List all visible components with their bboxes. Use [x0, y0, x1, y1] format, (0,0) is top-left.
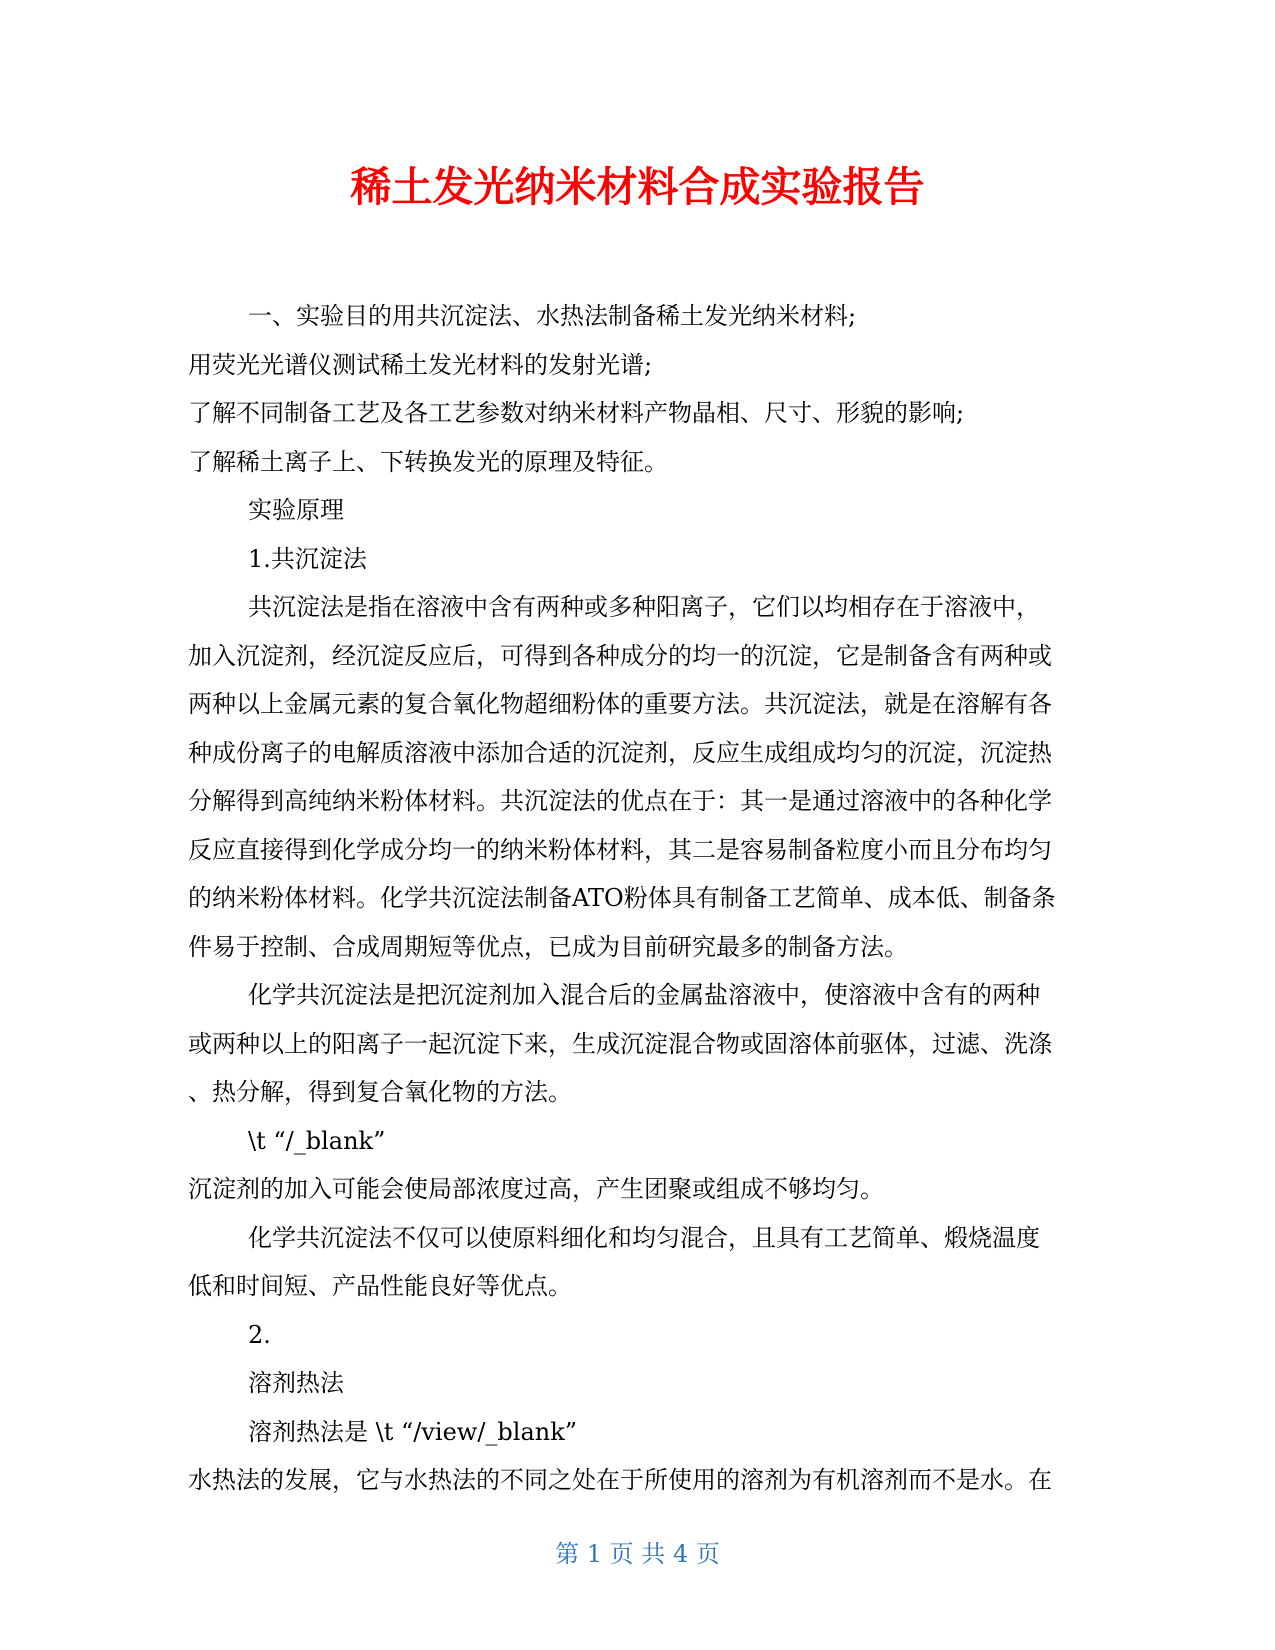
text-line: 实验原理 — [248, 496, 344, 524]
text-line: 沉淀剂的加入可能会使局部浓度过高，产生团聚或组成不够均匀。 — [188, 1175, 884, 1203]
text-line: 的纳米粉体材料。化学共沉淀法制备ATO粉体具有制备工艺简单、成本低、制备条 — [188, 884, 1056, 912]
text-line: 分解得到高纯纳米粉体材料。共沉淀法的优点在于：其一是通过溶液中的各种化学 — [188, 787, 1052, 815]
text-line: 用荧光光谱仪测试稀土发光材料的发射光谱; — [188, 350, 653, 379]
text-line: \t “/_blank” — [248, 1126, 386, 1155]
text-line: 一、实验目的用共沉淀法、水热法制备稀土发光纳米材料; — [248, 302, 857, 330]
text-line: 种成份离子的电解质溶液中添加合适的沉淀剂，反应生成组成均匀的沉淀，沉淀热 — [188, 738, 1052, 767]
text-line: 件易于控制、合成周期短等优点，已成为目前研究最多的制备方法。 — [188, 932, 908, 961]
text-line: 加入沉淀剂，经沉淀反应后，可得到各种成分的均一的沉淀，它是制备含有两种或 — [188, 641, 1052, 670]
text-line: 溶剂热法 — [248, 1369, 344, 1397]
document-body — [188, 292, 1098, 1505]
text-line: 或两种以上的阳离子一起沉淀下来，生成沉淀混合物或固溶体前驱体，过滤、洗涤 — [188, 1029, 1052, 1058]
text-line: 了解不同制备工艺及各工艺参数对纳米材料产物晶相、尺寸、形貌的影响; — [188, 399, 965, 427]
text-line: 两种以上金属元素的复合氧化物超细粉体的重要方法。共沉淀法，就是在溶解有各 — [188, 690, 1052, 718]
text-line: 2. — [248, 1320, 271, 1349]
text-line: 1.共沉淀法 — [248, 544, 367, 573]
text-line: 化学共沉淀法不仅可以使原料细化和均匀混合，且具有工艺简单、煅烧温度 — [248, 1223, 1040, 1252]
text-line: 、热分解，得到复合氧化物的方法。 — [188, 1078, 572, 1106]
page-footer: 第 1 页 共 4 页 — [555, 1540, 720, 1568]
text-line: 化学共沉淀法是把沉淀剂加入混合后的金属盐溶液中，使溶液中含有的两种 — [248, 981, 1040, 1009]
text-line: 溶剂热法是 \t “/view/_blank” — [248, 1417, 578, 1446]
text-line: 共沉淀法是指在溶液中含有两种或多种阳离子，它们以均相存在于溶液中， — [248, 593, 1040, 621]
text-line: 水热法的发展，它与水热法的不同之处在于所使用的溶剂为有机溶剂而不是水。在 — [188, 1466, 1052, 1494]
text-line: 了解稀土离子上、下转换发光的原理及特征。 — [188, 447, 668, 476]
text-line: 反应直接得到化学成分均一的纳米粉体材料，其二是容易制备粒度小而且分布均匀 — [188, 835, 1052, 864]
text-line: 低和时间短、产品性能良好等优点。 — [188, 1272, 572, 1300]
document-title: 稀土发光纳米材料合成实验报告 — [350, 163, 925, 211]
